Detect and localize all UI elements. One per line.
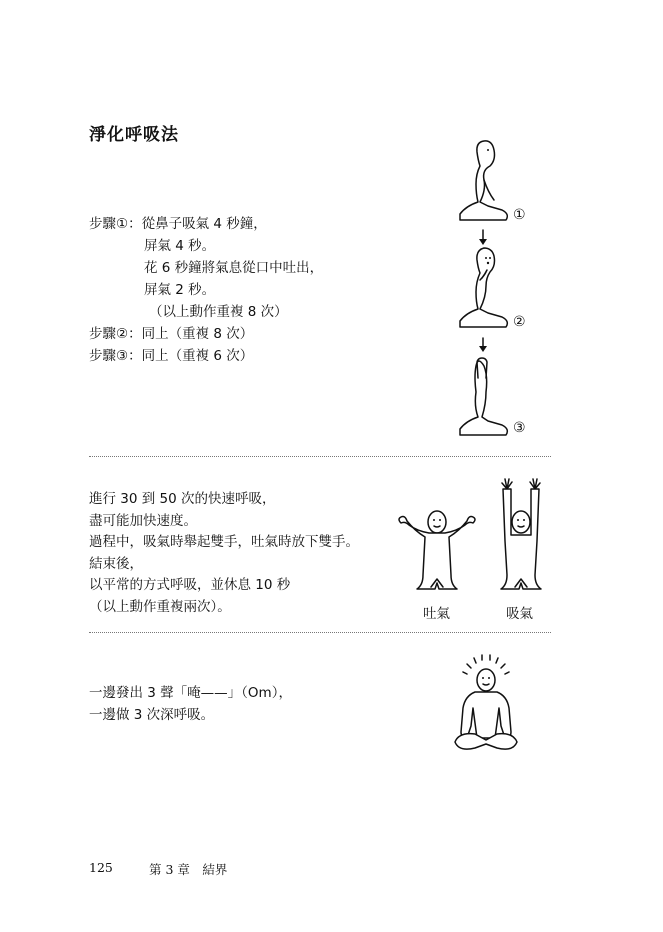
steps-block <box>89 213 323 367</box>
dotted-divider <box>89 632 551 633</box>
step-1-repeat: （以上動作重複 8 次） <box>149 304 288 320</box>
step-1-exhale: 花 6 秒鐘將氣息從口中吐出， <box>144 260 324 276</box>
step-marker-3: ③ <box>513 420 526 436</box>
rapid-line-3: 過程中，吸氣時舉起雙手，吐氣時放下雙手。 <box>89 534 359 550</box>
rapid-line-6: （以上動作重複兩次）。 <box>89 598 231 615</box>
om-line-1: 一邊發出 3 聲「唵——」（Om）， <box>89 685 292 701</box>
page-number: 125 <box>89 860 113 875</box>
inhale-figure <box>501 479 541 589</box>
caption-exhale: 吐氣 <box>423 606 450 622</box>
arrow-down-icon <box>479 230 487 245</box>
rapid-line-1: 進行 30 到 50 次的快速呼吸， <box>89 491 276 507</box>
arm-raise-illustration <box>395 475 555 595</box>
rapid-line-2: 盡可能加快速度。 <box>89 512 197 529</box>
step-marker-1: ① <box>513 207 526 223</box>
rapid-line-5: 以平常的方式呼吸，並休息 10 秒 <box>89 577 291 593</box>
arrow-down-icon <box>479 338 487 352</box>
om-block <box>89 683 292 726</box>
caption-inhale: 吸氣 <box>506 606 533 622</box>
step-1-hold2: 屏氣 2 秒。 <box>144 282 216 298</box>
step-1-hold: 屏氣 4 秒。 <box>144 238 216 254</box>
meditating-figure-illustration <box>445 652 525 757</box>
kneeling-figure-2 <box>460 248 507 327</box>
rapid-line-4: 結束後， <box>89 555 143 572</box>
exhale-figure <box>399 511 475 589</box>
step-1-line: 步驟①：從鼻子吸氣 4 秒鐘， <box>89 216 267 232</box>
step-marker-2: ② <box>513 314 526 330</box>
dotted-divider <box>89 456 551 457</box>
om-line-2: 一邊做 3 次深呼吸。 <box>89 706 215 723</box>
step-2-line: 步驟②：同上（重複 8 次） <box>89 326 254 342</box>
kneeling-figure-3 <box>460 358 507 435</box>
step-3-line: 步驟③：同上（重複 6 次） <box>89 348 254 364</box>
rapid-breath-block <box>89 489 359 618</box>
kneeling-sequence-illustration <box>450 140 540 445</box>
kneeling-figure-1 <box>460 141 507 220</box>
chapter-label: 第 3 章 結界 <box>149 862 228 877</box>
page-title: 淨化呼吸法 <box>89 125 179 145</box>
